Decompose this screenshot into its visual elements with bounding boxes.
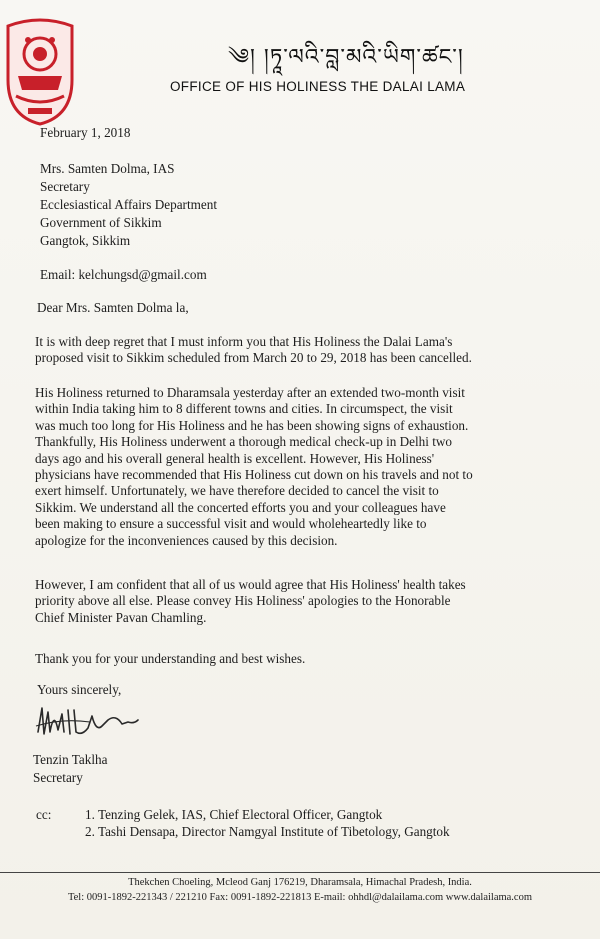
paragraph-line: priority above all else. Please convey His Holiness' apologies to the Honorable (35, 593, 451, 609)
cc-item: 2. Tashi Densapa, Director Namgyal Institute of Tibetology, Gangtok (85, 824, 450, 839)
salutation: Dear Mrs. Samten Dolma la, (37, 300, 189, 315)
signer-title: Secretary (33, 770, 83, 785)
closing: Yours sincerely, (37, 682, 122, 697)
paragraph-line: apologize for the inconveniences caused by this decision. (35, 532, 338, 548)
office-title: OFFICE OF HIS HOLINESS THE DALAI LAMA (170, 79, 466, 94)
body-paragraph (35, 651, 575, 667)
signer-name: Tenzin Taklha (33, 752, 108, 767)
seal-emblem-icon (2, 16, 78, 126)
recipient-line: Gangtok, Sikkim (40, 233, 131, 248)
recipient-line: Government of Sikkim (40, 215, 162, 230)
paragraph-line: Chief Minister Pavan Chamling. (35, 609, 207, 625)
recipient-line: Secretary (40, 179, 90, 194)
body-paragraph (35, 385, 575, 549)
letter-date: February 1, 2018 (40, 125, 131, 140)
recipient-email: Email: kelchungsd@gmail.com (40, 267, 207, 282)
paragraph-line: physicians have recommended that His Holiness cut down on his travels and not to (35, 467, 473, 483)
paragraph-line: proposed visit to Sikkim scheduled from March 20 to 29, 2018 has been cancelled. (35, 350, 472, 366)
footer-divider (0, 872, 600, 873)
paragraph-line: exert himself. Unfortunately, we have therefore decided to cancel the visit to (35, 483, 439, 499)
paragraph-line: It is with deep regret that I must inform you that His Holiness the Dalai Lama's (35, 334, 453, 349)
body-paragraph (35, 577, 575, 626)
paragraph-line: been making to ensure a successful visit and would wholeheartedly like to (35, 516, 427, 532)
tibetan-title: ༄། །ཏཱ་ལའི་བླ་མའི་ཡིག་ཚང་། (228, 45, 464, 70)
paragraph-line: was much too long for His Holiness and he has been showing signs of exhaustion. (35, 417, 469, 433)
footer-address: Thekchen Choeling, Mcleod Ganj 176219, Dharamsala, Himachal Pradesh, India. (128, 877, 472, 888)
paragraph-line: days ago and his overall general health is excellent. However, His Holiness' (35, 450, 435, 466)
paragraph-line: Thank you for your understanding and best wishes. (35, 651, 306, 666)
footer-contact: Tel: 0091-1892-221343 / 221210 Fax: 0091-1892-221813 E-mail: ohhdl@dalailama.com www.dalailama.com (67, 892, 533, 903)
recipient-line: Mrs. Samten Dolma, IAS (40, 161, 175, 176)
paragraph-line: His Holiness returned to Dharamsala yesterday after an extended two-month visit (35, 385, 465, 400)
body-paragraph (35, 334, 575, 367)
signature-icon (32, 702, 142, 742)
paragraph-line: Sikkim. We understand all the concerted efforts you and your colleagues have (35, 499, 446, 515)
paragraph-line: Thankfully, His Holiness underwent a thorough medical check-up in Delhi two (35, 434, 453, 450)
cc-label: cc: (36, 807, 52, 822)
cc-item: 1. Tenzing Gelek, IAS, Chief Electoral Officer, Gangtok (85, 807, 383, 822)
paragraph-line: within India taking him to 8 different towns and cities. In circumspect, the visit (35, 401, 453, 417)
recipient-line: Ecclesiastical Affairs Department (40, 197, 217, 212)
paragraph-line: However, I am confident that all of us would agree that His Holiness' health takes (35, 577, 466, 592)
